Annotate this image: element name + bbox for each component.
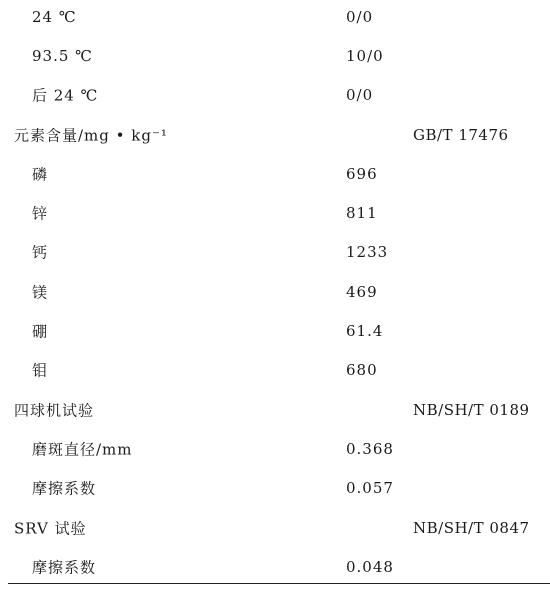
item-name: 磷 xyxy=(32,165,49,184)
item-value: 0.368 xyxy=(346,439,394,458)
table-row xyxy=(0,115,550,154)
table-row xyxy=(0,311,550,350)
item-value: 0.057 xyxy=(346,479,394,498)
item-name: 镁 xyxy=(32,283,49,302)
item-name: 磨斑直径/mm xyxy=(32,440,133,459)
table-row xyxy=(0,390,550,429)
test-method: NB/SH/T 0189 xyxy=(413,400,530,419)
item-name: 摩擦系数 xyxy=(32,479,97,498)
test-method: GB/T 17476 xyxy=(413,125,509,144)
item-name: SRV 试验 xyxy=(14,519,87,538)
item-value: 61.4 xyxy=(346,322,384,341)
item-name: 93.5 ℃ xyxy=(32,46,93,65)
item-value: 811 xyxy=(346,204,378,223)
item-name: 钼 xyxy=(32,361,49,380)
item-name: 24 ℃ xyxy=(32,7,77,26)
item-value: 0/0 xyxy=(346,86,374,105)
test-method: NB/SH/T 0847 xyxy=(413,518,530,537)
item-name: 四球机试验 xyxy=(14,401,95,420)
item-value: 680 xyxy=(346,361,378,380)
table-row xyxy=(0,429,550,468)
table-row xyxy=(0,508,550,547)
item-value: 1233 xyxy=(346,243,389,262)
table-row xyxy=(0,233,550,272)
item-name: 元素含量/mg • kg⁻¹ xyxy=(14,126,168,145)
item-value: 696 xyxy=(346,164,378,183)
item-name: 硼 xyxy=(32,322,49,341)
table-row xyxy=(0,76,550,115)
table-row xyxy=(0,0,550,36)
item-value: 10/0 xyxy=(346,46,384,65)
table-row xyxy=(0,351,550,390)
item-name: 锌 xyxy=(32,204,49,223)
item-name: 钙 xyxy=(32,243,49,262)
table-bottom-rule xyxy=(8,583,550,584)
table-row xyxy=(0,272,550,311)
item-name: 后 24 ℃ xyxy=(32,86,99,105)
table-row xyxy=(0,194,550,233)
item-value: 0.048 xyxy=(346,557,394,576)
table-row xyxy=(0,469,550,508)
item-value: 469 xyxy=(346,282,378,301)
item-value: 0/0 xyxy=(346,7,374,26)
table-row xyxy=(0,36,550,75)
table-row xyxy=(0,547,550,586)
item-name: 摩擦系数 xyxy=(32,558,97,577)
table-row xyxy=(0,154,550,193)
